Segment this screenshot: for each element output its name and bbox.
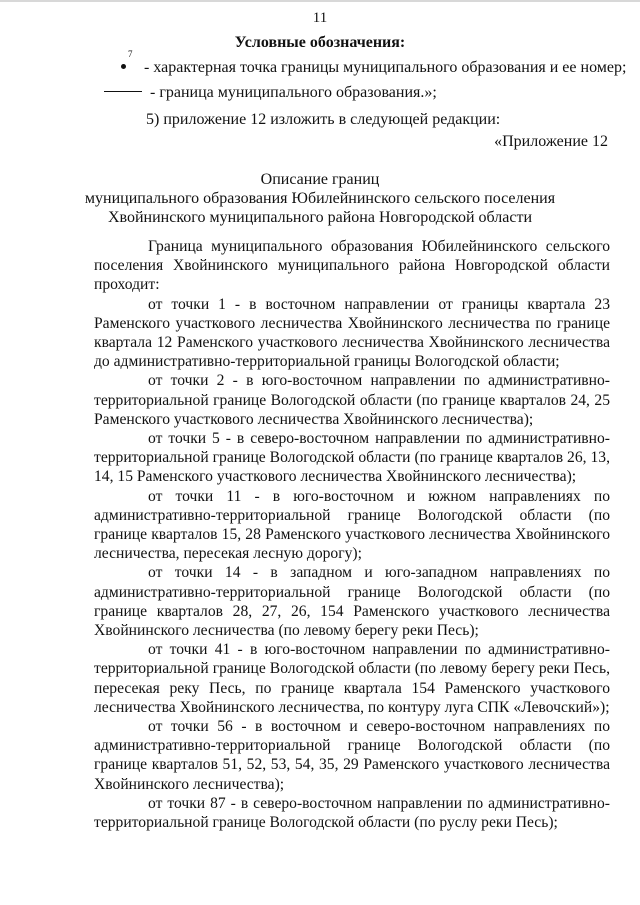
paragraph: от точки 14 - в западном и юго-западном направлениях по административно-территориальной границе Вологодской области (по границе кварталов 28, 27, 26, 154 Раменского участкового лесничества Хвойнинского лесничества (по левому берегу реки Песь); [94, 564, 610, 640]
paragraph: от точки 11 - в юго-восточном и южном направлениях по административно-территориальной границе Вологодской области (по границе кварталов 15, 28 Раменского участкового лесничества Хвойнинского лесничества, пересекая лесную дорогу); [94, 487, 610, 563]
doc-title-line-3: Хвойнинского муниципального района Новгородской области [107, 209, 533, 226]
legend-point-row [110, 49, 627, 77]
point-number: 7 [128, 49, 133, 60]
legend-point-text: - характерная точка границы муниципального образования и ее номер; [144, 59, 627, 76]
instruction-text: 5) приложение 12 изложить в следующей редакции: [146, 111, 501, 128]
legend-title: Условные обозначения: [234, 34, 406, 51]
legend-line-row [104, 84, 437, 102]
top-rule [0, 0, 640, 2]
page-number: 11 [312, 10, 328, 26]
paragraph: от точки 56 - в восточном и северо-восточном направлениях по административно-территориальной границе Вологодской области (по границе кварталов 51, 52, 53, 54, 35, 29 Раменского участкового лесничества Хвойнинского лесничества); [94, 718, 610, 793]
doc-title-line-2: муниципального образования Юбилейнинского сельского поселения [84, 190, 556, 207]
paragraph: от точки 41 - в юго-восточном направлении по административно-территориальной границе Вологодской области (по левому берегу реки Песь, пересекая реку Песь, по границе квартала 154 Раменского участкового лесничества Хвойнинского лесничества, по контуру луга СПК «Левочский»); [94, 641, 610, 716]
paragraph: от точки 5 - в северо-восточном направлении по административно-территориальной границе Вологодской области (по границе кварталов 26, 13, 14, 15 Раменского участкового лесничества Хвойнинского лесничества); [94, 430, 610, 486]
paragraph: от точки 87 - в северо-восточном направлении по административно-территориальной границе Вологодской области (по руслу реки Песь); [94, 794, 610, 832]
paragraph: Граница муниципального образования Юбилейнинского сельского поселения Хвойнинского муниципального района Новгородской области проходит: [94, 238, 610, 294]
boundary-line-icon [104, 91, 142, 92]
paragraph: от точки 2 - в юго-восточном направлении по административно-территориальной границе Вологодской области (по границе кварталов 24, 25 Раменского участкового лесничества Хвойнинского лесничества); [94, 372, 610, 428]
paragraph: от точки 1 - в восточном направлении от границы квартала 23 Раменского участкового лесничества Хвойнинского лесничества по границе квартала 12 Раменского участкового лесничества Хвойнинского лесничества до административно-территориальной границы Вологодской области; [94, 295, 610, 371]
legend-line-text: - граница муниципального образования.»; [150, 84, 437, 101]
appendix-label: «Приложение 12 [494, 133, 608, 150]
boundary-point-icon [110, 49, 144, 77]
doc-title-line-1: Описание границ [260, 171, 380, 188]
body-text [94, 237, 610, 832]
